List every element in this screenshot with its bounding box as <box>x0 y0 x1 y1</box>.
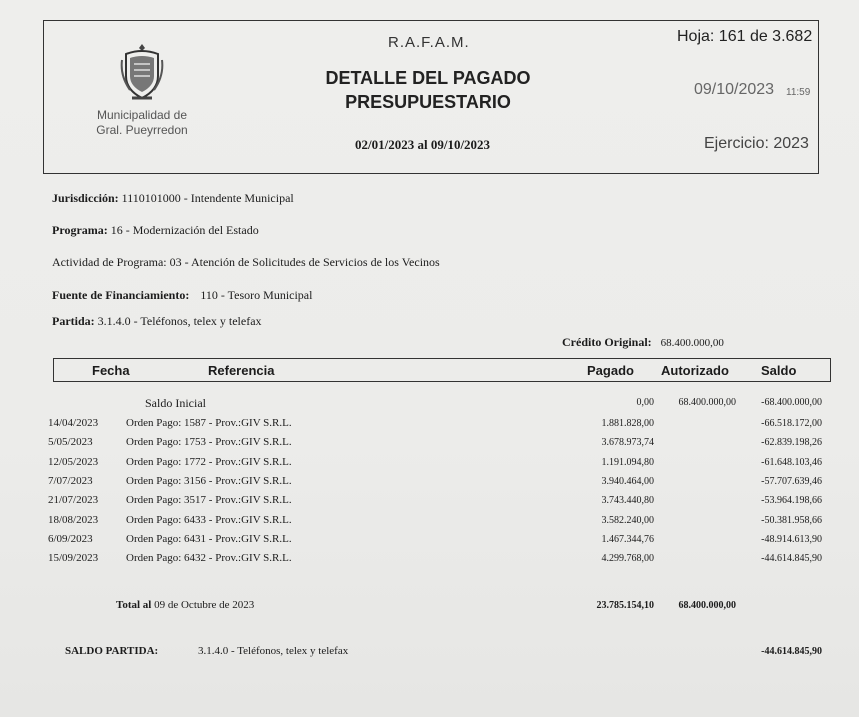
row-saldo: -50.381.958,66 <box>761 515 822 526</box>
document-title <box>300 66 556 114</box>
print-time: 11:59 <box>786 87 811 98</box>
saldo-partida-ref: 3.1.4.0 - Teléfonos, telex y telefax <box>198 645 349 657</box>
col-autorizado: Autorizado <box>661 363 729 378</box>
programa-label: Programa: <box>52 223 108 237</box>
partida-label: Partida: <box>52 314 95 328</box>
fiscal-year: Ejercicio: 2023 <box>704 135 809 152</box>
row-saldo: -66.518.172,00 <box>761 418 822 429</box>
row-referencia: Orden Pago: 6433 - Prov.:GIV S.R.L. <box>126 514 292 526</box>
municipal-crest-icon <box>118 40 166 104</box>
municipality-line-1: Municipalidad de <box>96 108 188 122</box>
document-title-line-2: PRESUPUESTARIO <box>345 92 511 112</box>
date-range: 02/01/2023 al 09/10/2023 <box>355 137 491 152</box>
table-row <box>0 456 859 474</box>
municipality-line-2: Gral. Pueyrredon <box>96 123 188 137</box>
partida-value: 3.1.4.0 - Teléfonos, telex y telefax <box>97 314 262 328</box>
jurisdiccion-label: Jurisdicción: <box>52 191 119 205</box>
row-fecha: 21/07/2023 <box>48 494 99 506</box>
page-number: Hoja: 161 de 3.682 <box>677 28 813 45</box>
col-saldo: Saldo <box>761 363 797 378</box>
saldo-inicial-saldo: -68.400.000,00 <box>761 397 822 408</box>
table-row <box>0 494 859 512</box>
credito-original <box>562 335 724 350</box>
table-row <box>0 533 859 551</box>
col-fecha: Fecha <box>92 363 130 378</box>
row-saldo: -57.707.639,46 <box>761 476 822 487</box>
saldo-inicial-label: Saldo Inicial <box>145 396 206 410</box>
total-autorizado: 68.400.000,00 <box>678 600 736 611</box>
row-pagado: 1.191.094,80 <box>601 457 654 468</box>
saldo-partida-label: SALDO PARTIDA: <box>65 645 159 657</box>
row-referencia: Orden Pago: 3156 - Prov.:GIV S.R.L. <box>126 475 292 487</box>
fuente-label: Fuente de Financiamiento: <box>52 288 190 302</box>
saldo-partida-value: -44.614.845,90 <box>761 646 822 657</box>
row-fecha: 14/04/2023 <box>48 417 99 429</box>
row-pagado: 1.467.344,76 <box>601 534 654 545</box>
table-row <box>0 514 859 532</box>
row-fecha: 5/05/2023 <box>48 436 93 448</box>
total-label: Total al <box>116 599 152 611</box>
row-referencia: Orden Pago: 1772 - Prov.:GIV S.R.L. <box>126 456 292 468</box>
row-pagado: 1.881.828,00 <box>601 418 654 429</box>
col-pagado: Pagado <box>587 363 634 378</box>
jurisdiccion-value: 1110101000 - Intendente Municipal <box>121 191 294 205</box>
row-referencia: Orden Pago: 6431 - Prov.:GIV S.R.L. <box>126 533 292 545</box>
row-saldo: -44.614.845,90 <box>761 553 822 564</box>
saldo-inicial-pagado: 0,00 <box>636 397 654 408</box>
table-row <box>0 417 859 435</box>
row-fecha: 6/09/2023 <box>48 533 93 545</box>
col-referencia: Referencia <box>208 363 275 378</box>
row-pagado: 3.678.973,74 <box>601 437 654 448</box>
table-row <box>0 552 859 570</box>
municipality-name <box>72 108 212 138</box>
row-fecha: 7/07/2023 <box>48 475 93 487</box>
row-fecha: 12/05/2023 <box>48 456 99 468</box>
total-date: 09 de Octubre de 2023 <box>154 599 255 611</box>
actividad-line: Actividad de Programa: 03 - Atención de Solicitudes de Servicios de los Vecinos <box>52 255 440 269</box>
programa-line <box>52 223 259 238</box>
table-row <box>0 475 859 493</box>
fuente-line <box>52 288 312 303</box>
row-referencia: Orden Pago: 3517 - Prov.:GIV S.R.L. <box>126 494 292 506</box>
fuente-value: 110 - Tesoro Municipal <box>200 288 313 302</box>
row-referencia: Orden Pago: 1587 - Prov.:GIV S.R.L. <box>126 417 292 429</box>
table-row <box>0 436 859 454</box>
row-pagado: 4.299.768,00 <box>601 553 654 564</box>
saldo-inicial-autorizado: 68.400.000,00 <box>678 397 736 408</box>
row-saldo: -62.839.198,26 <box>761 437 822 448</box>
row-pagado: 3.582.240,00 <box>601 515 654 526</box>
document-title-line-1: DETALLE DEL PAGADO <box>325 68 531 88</box>
table-header <box>53 358 831 382</box>
system-name: R.A.F.A.M. <box>388 34 470 51</box>
jurisdiccion-line <box>52 191 294 206</box>
row-fecha: 15/09/2023 <box>48 552 99 564</box>
row-saldo: -48.914.613,90 <box>761 534 822 545</box>
print-date: 09/10/2023 <box>694 81 775 98</box>
row-referencia: Orden Pago: 6432 - Prov.:GIV S.R.L. <box>126 552 292 564</box>
total-line <box>116 599 254 611</box>
total-pagado: 23.785.154,10 <box>596 600 654 611</box>
credito-label: Crédito Original: <box>562 335 652 349</box>
row-fecha: 18/08/2023 <box>48 514 99 526</box>
row-saldo: -61.648.103,46 <box>761 457 822 468</box>
row-pagado: 3.743.440,80 <box>601 495 654 506</box>
credito-value: 68.400.000,00 <box>660 337 724 349</box>
partida-line <box>52 314 262 329</box>
row-saldo: -53.964.198,66 <box>761 495 822 506</box>
row-referencia: Orden Pago: 1753 - Prov.:GIV S.R.L. <box>126 436 292 448</box>
programa-value: 16 - Modernización del Estado <box>110 223 259 237</box>
row-pagado: 3.940.464,00 <box>601 476 654 487</box>
